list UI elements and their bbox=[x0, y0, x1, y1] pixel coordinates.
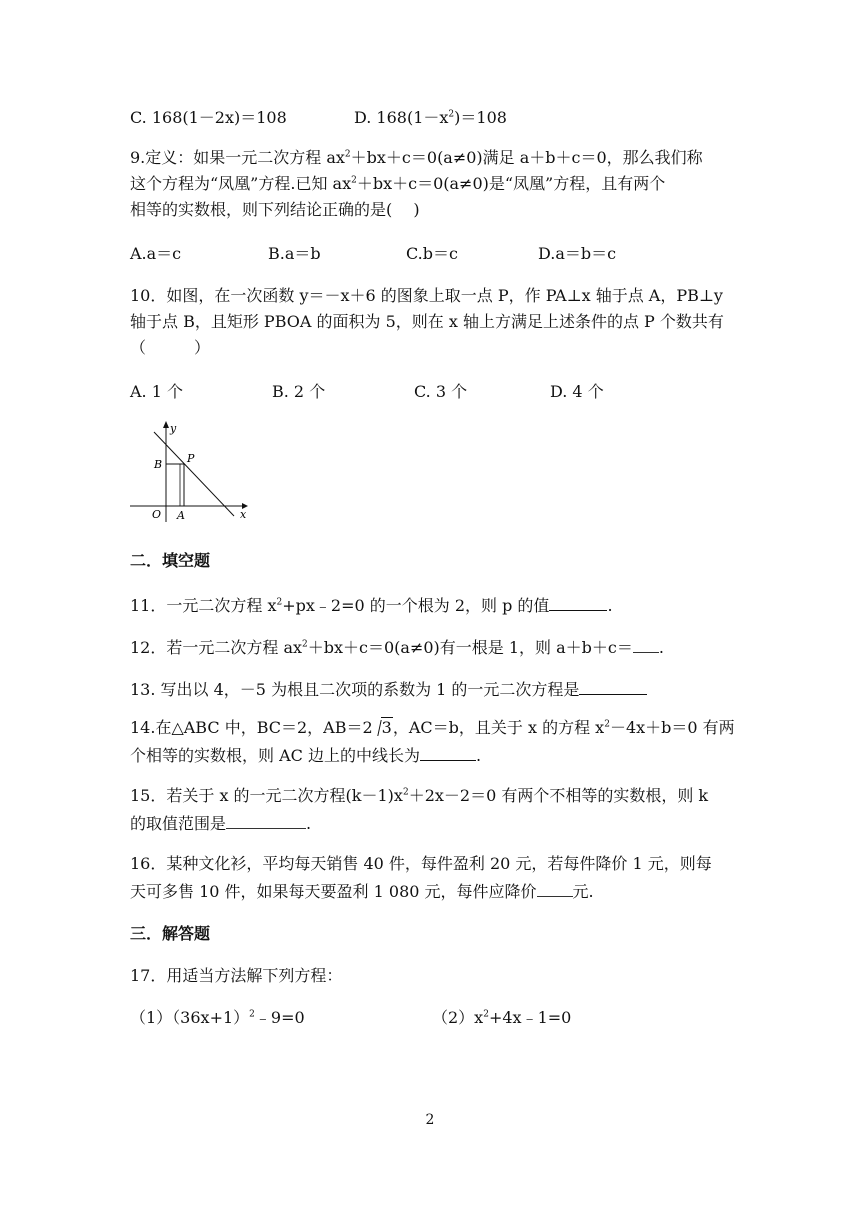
q10-line-1: 10．如图，在一次函数 y＝－x＋6 的图象上取一点 P，作 PA⊥x 轴于点 A，PB⊥y bbox=[130, 286, 723, 305]
label-a: A bbox=[177, 509, 185, 522]
q9-option-a: A.a＝c bbox=[130, 244, 182, 263]
label-p: P bbox=[187, 452, 195, 465]
q9-option-c: C.b＝c bbox=[406, 244, 458, 263]
q11: 11．一元二次方程 $x^2+px﹣2=0$ 的一个根为 2，则 p 的值 . bbox=[130, 596, 613, 615]
label-o: O bbox=[152, 508, 162, 521]
q16-answer-blank bbox=[537, 880, 573, 897]
y-axis-arrow bbox=[163, 421, 169, 428]
q15-line-2: 的取值范围是 . bbox=[130, 814, 312, 833]
section-2-heading: 二．填空题 bbox=[130, 551, 211, 570]
q16-line-1: 16．某种文化衫，平均每天销售 40 件，每件盈利 20 元，若每件降价 1 元，则每 bbox=[130, 854, 712, 873]
q14-line-1: 14.在△ABC 中，BC＝2，AB＝2 3，AC＝b，且关于 x 的方程 $x^2-4x+b=0$ 有两 bbox=[130, 718, 735, 737]
q9-line-2: 这个方程为“凤凰”方程.已知 $ax^2+bx+c=0(a\ne 0)$是“凤凰”方程，且有两个 bbox=[130, 174, 666, 193]
label-x: x bbox=[240, 508, 247, 521]
q10-option-c: C. 3 个 bbox=[414, 382, 468, 401]
q13: 13. 写出以 4，－5 为根且二次项的系数为 1 的一元二次方程是 bbox=[130, 678, 647, 700]
q9-line-3: 相等的实数根，则下列结论正确的是( ) bbox=[130, 200, 420, 219]
q10-line-2: 轴于点 B，且矩形 PBOA 的面积为 5，则在 x 轴上方满足上述条件的点 P 个数共有 bbox=[130, 312, 724, 331]
q8-option-c: C. 168(1－2x)＝108 bbox=[130, 108, 287, 127]
q8-option-d: D. $168(1-x^2)=108$ bbox=[354, 108, 507, 127]
q12: 12．若一元二次方程 $ax^2+bx+c=0(a\ne 0)$有一根是 1，则 a＋b＋c＝ . bbox=[130, 638, 664, 657]
q9-line-1: 9.定义：如果一元二次方程 $ax^2+bx+c=0(a\ne 0)$满足 a＋b＋c＝0，那么我们称 bbox=[130, 148, 703, 167]
q15-answer-blank bbox=[226, 812, 306, 829]
label-y: y bbox=[170, 422, 177, 435]
q11-answer-blank bbox=[549, 594, 607, 611]
section-3-heading: 三．解答题 bbox=[130, 924, 211, 943]
q14-line-2: 个相等的实数根，则 AC 边上的中线长为 . bbox=[130, 746, 482, 765]
q12-answer-blank bbox=[633, 636, 659, 653]
sqrt-symbol: 3 bbox=[373, 718, 393, 738]
q16-line-2: 天可多售 10 件，如果每天要盈利 1 080 元，每件应降价 元. bbox=[130, 882, 594, 901]
page-number: 2 bbox=[425, 1112, 435, 1128]
q13-answer-blank bbox=[579, 678, 647, 695]
q17-part-1: $(1)(36x+1)^2﹣9=0$ bbox=[130, 1008, 305, 1027]
q10-option-a: A. 1 个 bbox=[130, 382, 183, 401]
q17-stem: 17．用适当方法解下列方程： bbox=[130, 966, 343, 985]
q9-option-d: D.a＝b＝c bbox=[538, 244, 617, 263]
q14-answer-blank bbox=[420, 744, 476, 761]
q10-line-3: （ ） bbox=[130, 338, 211, 357]
q10-option-b: B. 2 个 bbox=[272, 382, 326, 401]
label-b: B bbox=[154, 458, 163, 471]
q9-option-b: B.a＝b bbox=[268, 244, 321, 263]
q10-option-d: D. 4 个 bbox=[550, 382, 604, 401]
q10-figure bbox=[124, 418, 254, 526]
q15-line-1: 15．若关于 x 的一元二次方程$(k-1)x^2+2x-2=0$ 有两个不相等的实数根，则 k bbox=[130, 786, 709, 805]
q17-part-2: $(2)x^2+4x﹣1=0$ bbox=[432, 1008, 572, 1027]
